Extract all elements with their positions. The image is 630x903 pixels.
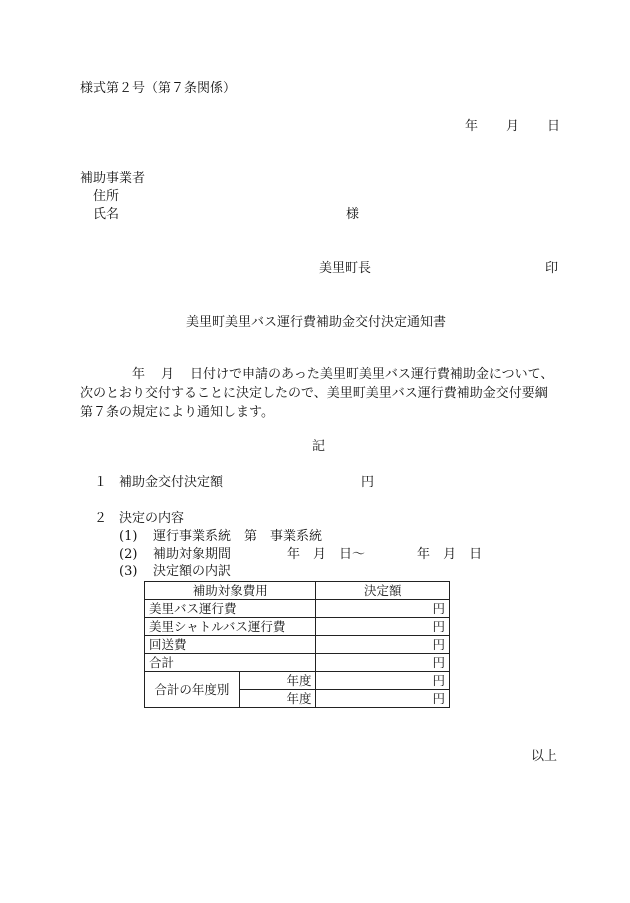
body-month: 月 [161, 367, 175, 382]
row-label: 回送費 [145, 636, 316, 654]
sub2-label: 補助対象期間 [153, 547, 232, 562]
fiscal-year-label: 年度 [239, 672, 316, 690]
sub2-start-year: 年 [287, 547, 301, 562]
table-header-row [145, 582, 450, 600]
form-label: 様式第２号（第７条関係） [80, 81, 237, 96]
row-label: 美里バス運行費 [145, 600, 316, 618]
sub1-label: 運行事業系統 [153, 529, 232, 544]
ki-mark: 記 [312, 439, 326, 454]
breakdown-table [144, 581, 450, 708]
body-year: 年 [132, 367, 146, 382]
header-cost-item: 補助対象費用 [145, 582, 316, 600]
table-row [145, 654, 450, 672]
closing-mark: 以上 [531, 749, 558, 764]
seal-mark: 印 [545, 261, 559, 276]
sub1-line [153, 529, 322, 545]
fiscal-breakdown-label: 合計の年度別 [145, 672, 240, 708]
sub2-end-day: 日 [469, 547, 483, 562]
fiscal-year-label: 年度 [239, 690, 316, 708]
date-day: 日 [547, 119, 561, 134]
address-label: 住所 [93, 189, 120, 204]
date-line [465, 119, 560, 135]
sub1-mid: 第 [244, 529, 258, 544]
item2-label: 決定の内容 [119, 511, 185, 526]
sub2-end-year: 年 [417, 547, 431, 562]
sub2-start-day: 日～ [339, 547, 366, 562]
sub3-label: 決定額の内訳 [153, 564, 232, 579]
sub1-number: (1) [119, 529, 138, 544]
recipient-heading: 補助事業者 [80, 171, 146, 186]
item1-label: 補助金交付決定額 [119, 475, 224, 490]
date-year: 年 [465, 119, 479, 134]
row-unit: 円 [316, 654, 450, 672]
sub2-end-month: 月 [443, 547, 457, 562]
sub2-number: (2) [119, 547, 138, 562]
issuer-title: 美里町長 [319, 261, 372, 276]
table-row [145, 600, 450, 618]
header-decided-amount: 決定額 [316, 582, 450, 600]
item1-unit: 円 [361, 475, 375, 490]
sub3-number: (3) [119, 564, 138, 579]
item2-number: ２ [94, 511, 108, 526]
table-row [145, 672, 450, 690]
row-label: 美里シャトルバス運行費 [145, 618, 316, 636]
row-unit: 円 [316, 636, 450, 654]
sub2-period [287, 547, 482, 563]
sub2-start-month: 月 [313, 547, 327, 562]
row-unit: 円 [316, 672, 450, 690]
sub1-tail: 事業系統 [270, 529, 323, 544]
name-label: 氏名 [93, 207, 120, 222]
item1-number: １ [94, 475, 108, 490]
body-text: 日付けで申請のあった美里町美里バス運行費補助金について、次のとおり交付することに決定したので、美里町美里バス運行費補助金交付要綱第７条の規定により通知します。 [80, 367, 554, 420]
honorific: 様 [346, 207, 360, 222]
row-label: 合計 [145, 654, 316, 672]
row-unit: 円 [316, 690, 450, 708]
date-month: 月 [506, 119, 520, 134]
body-paragraph [80, 365, 558, 422]
table-row [145, 636, 450, 654]
row-unit: 円 [316, 618, 450, 636]
table-row [145, 618, 450, 636]
document-title: 美里町美里バス運行費補助金交付決定通知書 [186, 315, 447, 330]
row-unit: 円 [316, 600, 450, 618]
